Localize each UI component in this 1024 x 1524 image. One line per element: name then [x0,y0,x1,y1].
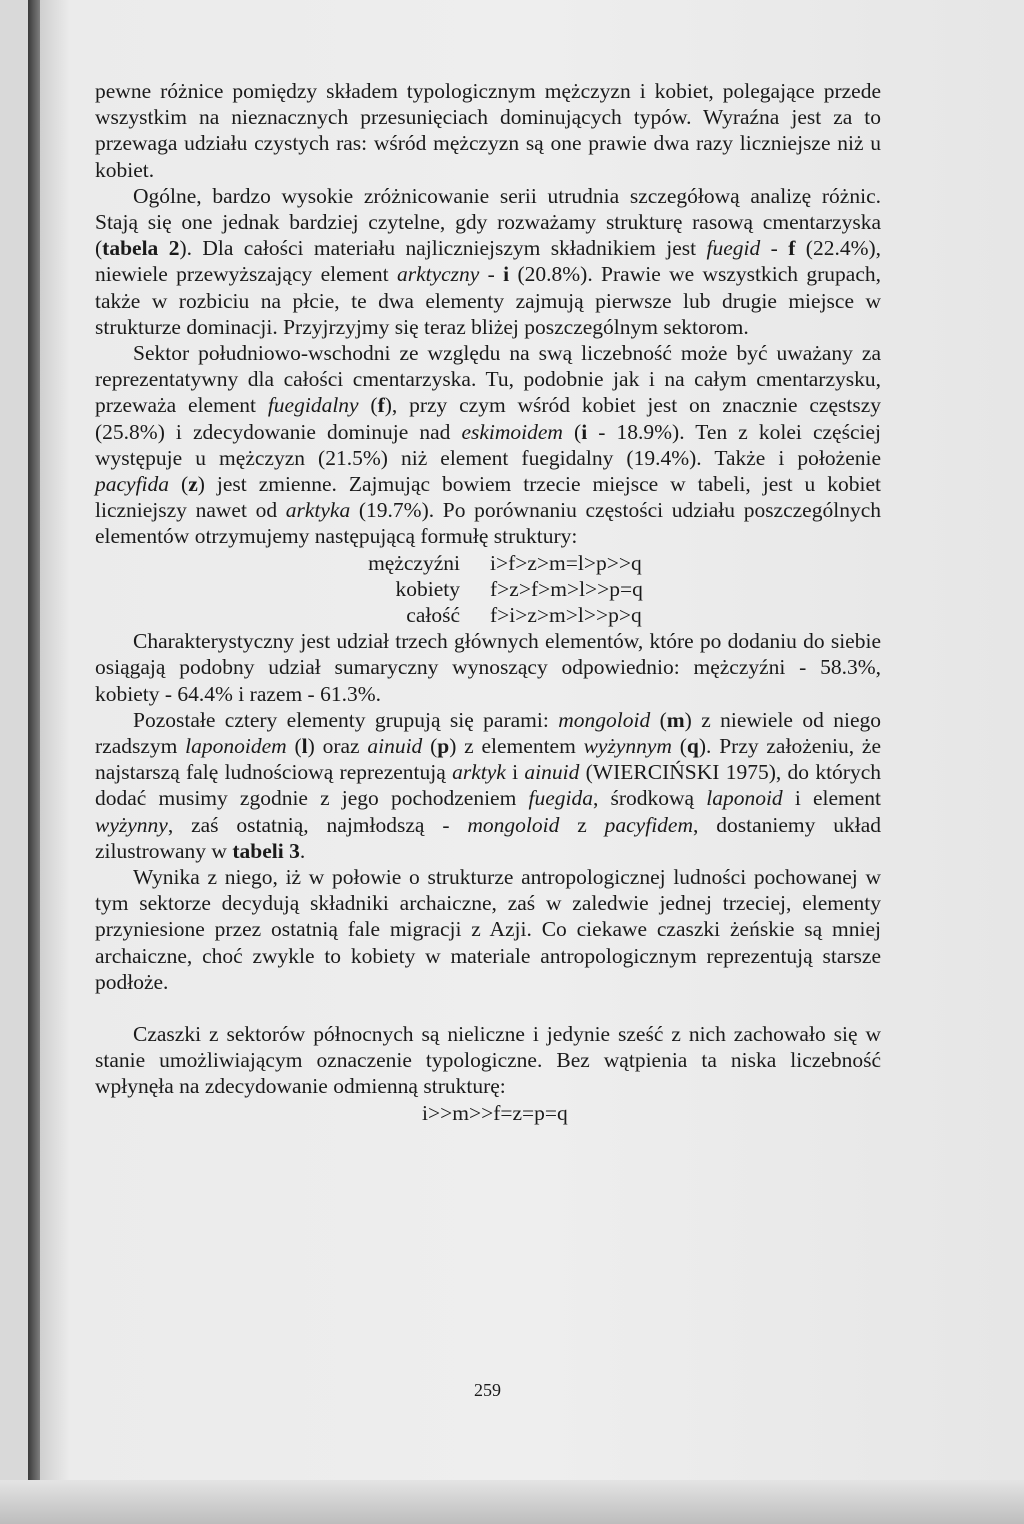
text-run: - [760,236,789,261]
text-run: ( [650,707,667,732]
paragraph-group-1 [95,78,881,550]
text-run: pewne różnice pomiędzy składem typologicznym mężczyzn i kobiet, polegające przede wszystkim na nieznacznych przesunięciach dominujących typów. Wyraźna jest za to przewaga udziału czystych ras: wśród mężczyzn są one prawie dwa razy liczniejsze niż u kobiet. [95,79,881,182]
formula-row [95,550,881,576]
text-run: - [479,262,504,287]
paragraph [95,78,881,183]
italic-term: arktyk [452,760,506,785]
paragraph [95,707,881,864]
text-run: ) z elementem [449,734,584,759]
italic-term: fuegidalny [267,393,359,418]
text-run: ). Dla całości materiału najliczniejszym składnikiem jest [179,236,707,261]
text-run: ( [169,472,189,497]
text-run: ( [422,734,438,759]
bold-term: q [686,734,699,759]
italic-term: arktyka [285,498,351,523]
italic-term: laponoidem [185,734,287,759]
text-run: ( [286,734,302,759]
paragraph [95,183,881,340]
text-run: (20.8%). Prawie we wszystkich grupach, także w rozbiciu na płcie, te dwa elementy zajmują pierwsze lub drugie miejsce w strukturze dominacji. Przyjrzyjmy się teraz bliżej poszczególnym sektorom. [95,262,881,339]
italic-term: ainuid [367,734,423,759]
text-run: ) jest zmienne. Zajmując bowiem trzecie miejsce w tabeli, jest u kobiet liczniejszy nawet od [95,472,881,523]
text-run: Czaszki z sektorów północnych są nieliczne i jedynie sześć z nich zachowało się w stanie umożliwiającym oznaczenie typologiczne. Bez wątpienia ta niska liczebność wpłynęła na zdecydowanie odmienną strukturę: [95,1022,881,1099]
bold-term: l [301,734,308,759]
text-run: , dostaniemy układ zilustrowany w [95,812,882,863]
text-run: z [559,812,605,837]
bold-term: f [377,393,385,418]
formula-value: f>i>z>m>l>>p>q [490,603,642,628]
text-run: (19.7%). Po porównaniu częstości udziału poszczególnych elementów otrzymujemy następującą formułę struktury: [95,498,881,549]
bold-term: i [581,419,588,444]
italic-term: eskimoidem [461,419,563,444]
text-run: ( [358,393,378,418]
formula-label: mężczyźni [368,550,460,575]
italic-term: pacyfida [95,472,170,497]
text-run: ( [562,419,582,444]
bold-term: tabela 2 [102,236,180,261]
italic-term: mongoloid [558,707,651,732]
text-run: (22.4%), niewiele przewyższający element [95,236,882,287]
text-run: . [299,838,306,863]
formula-label: całość [406,603,460,628]
formula-value: f>z>f>m>l>>p=q [490,576,643,601]
text-run: ). Przy założeniu, że najstarszą falę ludnościową reprezentują [95,734,881,785]
bold-term: i [503,262,510,287]
text-run: ( [671,734,687,759]
text-run: (WIERCIŃSKI 1975), do których dodać musimy zgodnie z jego pochodzeniem [95,760,882,811]
italic-term: pacyfidem [604,812,693,837]
italic-term: laponoid [706,786,783,811]
paragraph [95,1021,881,1100]
paragraph [95,340,881,550]
page-bottom-edge [0,1480,1024,1524]
formula-value: i>f>z>m=l>p>>q [490,550,642,575]
formula-row [95,576,881,602]
italic-term: arktyczny [396,262,480,287]
bold-term: p [437,734,450,759]
text-run: i [505,760,525,785]
italic-term: mongoloid [467,812,560,837]
text-run: Charakterystyczny jest udział trzech głównych elementów, które po dodaniu do siebie osiągają podobny udział sumaryczny wynoszący odpowiednio: mężczyźni - 58.3%, kobiety - 64.4% i razem - 61.3%. [95,629,881,706]
body-text [95,78,881,1126]
italic-term: fuegid [706,236,761,261]
italic-term: ainuid [524,760,580,785]
page-number: 259 [474,1380,501,1400]
text-run: Wynika z niego, iż w połowie o strukturze antropologicznej ludności pochowanej w tym sektorze decydują składniki archaiczne, zaś w zaledwie jednej trzeciej, elementy przyniesione przez ostatnią fale migracji z Azji. Co ciekawe czaszki żeńskie są mniej archaiczne, choć zwykle to kobiety w materiale antropologicznym reprezentują starsze podłoże. [95,865,881,994]
bold-term: m [666,707,685,732]
text-run: Pozostałe cztery elementy grupują się parami: [133,707,559,732]
bold-term: tabeli 3 [232,838,300,863]
text-run: ) z niewiele od niego rzadszym [95,707,881,759]
bold-term: f [788,236,796,261]
text-run: ) oraz [307,734,368,759]
text-run: , środkową [592,786,707,811]
text-run: , zaś ostatnią, najmłodszą - [167,812,468,837]
text-run: - 18.9%). Ten z kolei częściej występuje u mężczyzn (21.5%) niż element fuegidalny (19.4%). Także i położenie [95,419,881,470]
formula-label: kobiety [395,576,460,601]
northern-sector-formula: i>>m>>f=z=p=q [422,1100,568,1125]
text-run: ), przy czym wśród kobiet jest on znacznie częstszy (25.8%) i zdecydowanie dominuje nad [95,393,881,444]
italic-term: wyżynny [95,812,168,837]
formula-row [95,602,881,628]
paragraph [95,628,881,707]
text-run: Sektor południowo-wschodni ze względu na swą liczebność może być uważany za reprezentatywny dla całości cmentarzyska. Tu, podobnie jak i na całym cmentarzysku, przeważa element [95,341,881,418]
italic-term: wyżynnym [583,734,672,759]
paragraph-group-2 [95,628,881,1099]
paragraph [95,864,881,995]
text-run: i element [782,786,881,811]
italic-term: fuegida [528,786,593,811]
text-run: Ogólne, bardzo wysokie zróżnicowanie serii utrudnia szczegółową analizę różnic. Stają się one jednak bardziej czytelne, gdy rozważamy strukturę rasową cmentarzyska ( [95,183,881,261]
structure-formulas [95,550,881,629]
bold-term: z [188,472,198,497]
